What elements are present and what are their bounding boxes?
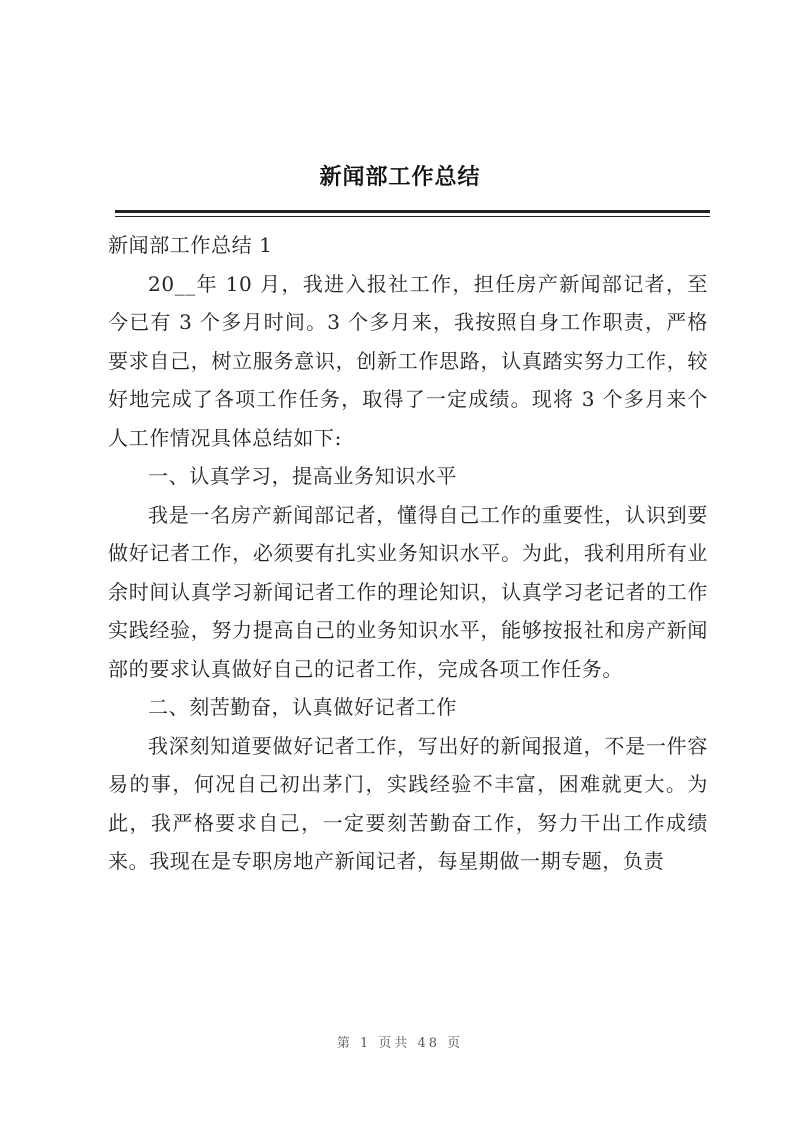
- title-underline: [115, 210, 710, 213]
- page-title: 新闻部工作总结: [319, 164, 481, 190]
- paragraph: 我是一名房产新闻部记者，懂得自己工作的重要性，认识到要做好记者工作，必须要有扎实业务知识水平。为此，我利用所有业余时间认真学习新闻记者工作的理论知识，认真学习老记者的工作实践经验，努力提高自己的业务知识水平，能够按报社和房产新闻部的要求认真做好自己的记者工作，完成各项工作任务。: [108, 502, 708, 681]
- document-body: [108, 226, 708, 881]
- title-underline-thin: [115, 216, 710, 217]
- paragraph: 20__年 10 月，我进入报社工作，担任房产新闻部记者，至今已有 3 个多月时间。3 个多月来，我按照自身工作职责，严格要求自己，树立服务意识，创新工作思路，认真踏实努力工作，较好地完成了各项工作任务，取得了一定成绩。现将 3 个多月来个人工作情况具体总结如下:: [108, 271, 708, 450]
- section-heading: 一、认真学习，提高业务知识水平: [148, 464, 457, 488]
- section-heading: 新闻部工作总结 1: [108, 233, 273, 257]
- section-heading: 二、刻苦勤奋，认真做好记者工作: [148, 695, 457, 719]
- page-footer: 第 1 页共 48 页: [336, 1036, 464, 1051]
- paragraph: 我深刻知道要做好记者工作，写出好的新闻报道，不是一件容易的事，何况自己初出茅门，实践经验不丰富，困难就更大。为此，我严格要求自己，一定要刻苦勤奋工作，努力干出工作成绩来。我现在是专职房地产新闻记者，每星期做一期专题，负责: [108, 733, 708, 873]
